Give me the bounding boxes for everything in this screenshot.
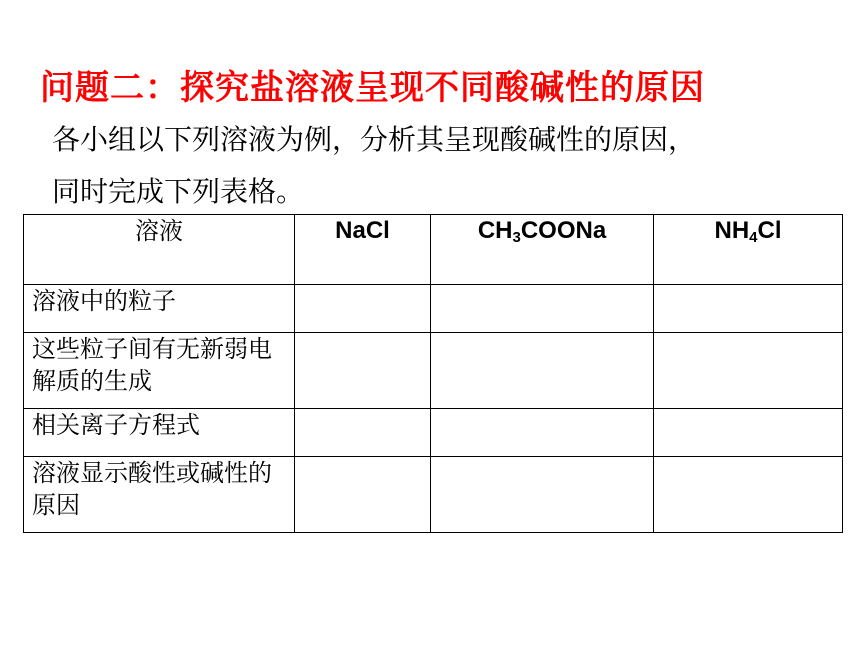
table-row — [24, 409, 843, 457]
row-label-acidity-reason: 溶液显示酸性或碱性的原因 — [24, 457, 295, 533]
instructions-line-1: 各小组以下列溶液为例，分析其呈现酸碱性的原因， — [52, 123, 697, 156]
header-nh4cl: $NH_4Cl$ — [654, 215, 843, 285]
cell-ch3coona-ionic-equation[interactable] — [431, 409, 654, 457]
table-row — [24, 333, 843, 409]
header-nacl: NaCl — [295, 215, 431, 285]
instructions — [52, 114, 852, 218]
header-solution-label: 溶液 — [24, 215, 295, 285]
cell-nacl-ionic-equation[interactable] — [295, 409, 431, 457]
cell-nh4cl-ionic-equation[interactable] — [654, 409, 843, 457]
row-label-ionic-equation: 相关离子方程式 — [24, 409, 295, 457]
cell-nh4cl-acidity-reason[interactable] — [654, 457, 843, 533]
cell-ch3coona-acidity-reason[interactable] — [431, 457, 654, 533]
table-row — [24, 457, 843, 533]
cell-nacl-particles[interactable] — [295, 285, 431, 333]
page-title: 问题二：探究盐溶液呈现不同酸碱性的原因 — [40, 68, 705, 108]
table-header-row — [24, 215, 843, 285]
cell-nacl-acidity-reason[interactable] — [295, 457, 431, 533]
cell-nh4cl-weak-electrolyte[interactable] — [654, 333, 843, 409]
cell-ch3coona-particles[interactable] — [431, 285, 654, 333]
cell-nacl-weak-electrolyte[interactable] — [295, 333, 431, 409]
header-ch3coona: $CH_3COONa$ — [431, 215, 654, 285]
cell-nh4cl-particles[interactable] — [654, 285, 843, 333]
salt-solution-table — [23, 214, 843, 533]
row-label-weak-electrolyte: 这些粒子间有无新弱电解质的生成 — [24, 333, 295, 409]
instructions-line-2: 同时完成下列表格。 — [52, 175, 305, 208]
row-label-particles: 溶液中的粒子 — [24, 285, 295, 333]
table-row — [24, 285, 843, 333]
cell-ch3coona-weak-electrolyte[interactable] — [431, 333, 654, 409]
